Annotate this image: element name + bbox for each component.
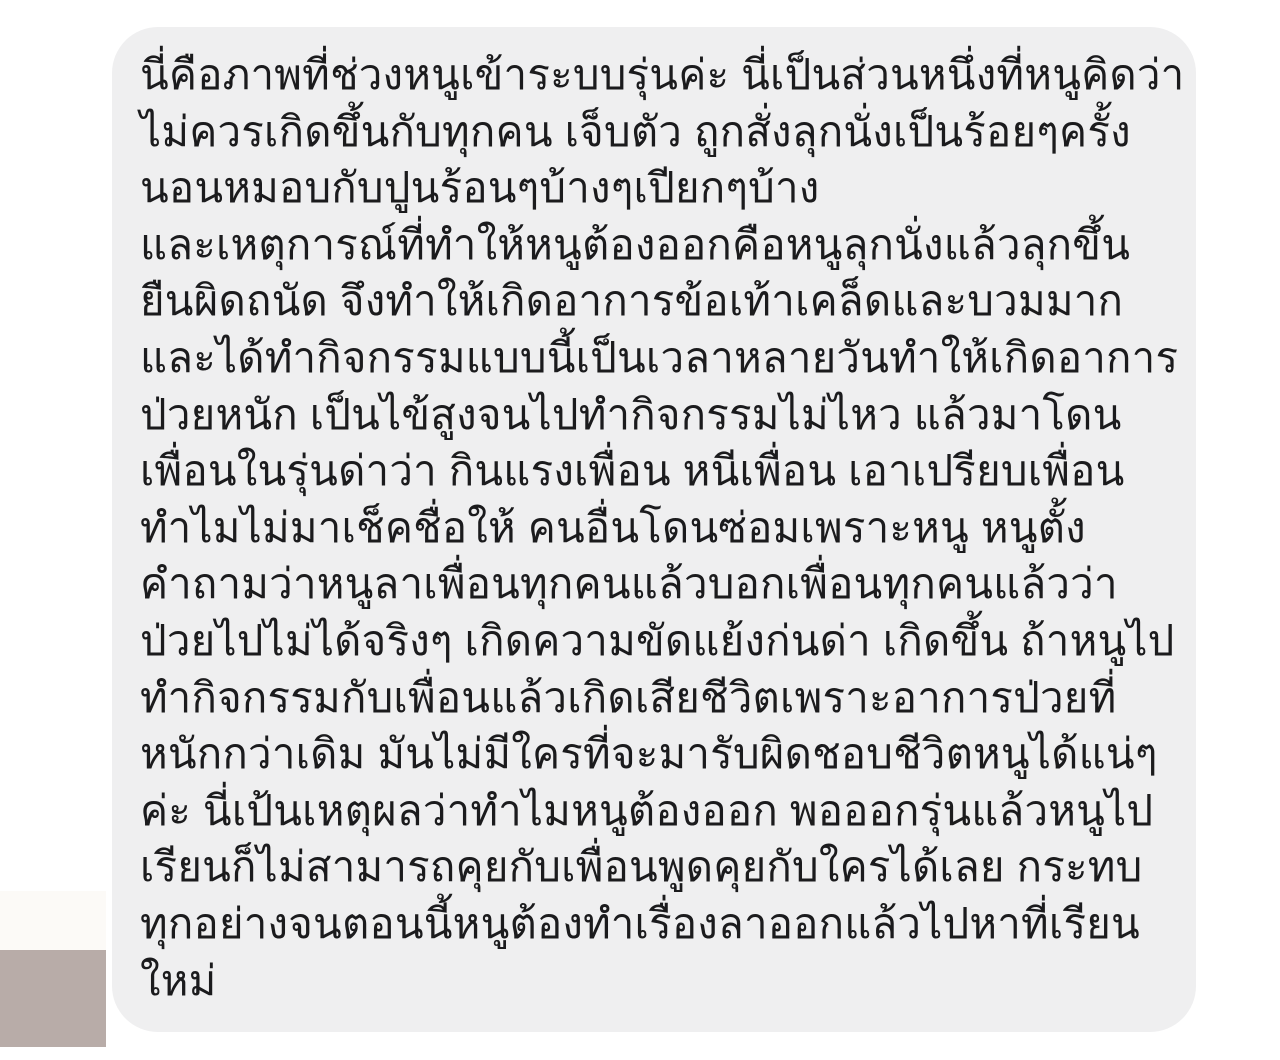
chat-message-bubble [112,27,1196,1032]
message-line: ยืนผิดถนัด จึงทำให้เกิดอาการข้อเท้าเคล็ดและบวมมาก [140,277,1124,325]
message-line: และได้ทำกิจกรรมแบบนี้เป็นเวลาหลายวันทำให้เกิดอาการ [140,333,1179,381]
message-line: นี่คือภาพที่ช่วงหนูเข้าระบบรุ่นค่ะ นี่เป็นส่วนหนึ่งที่หนูคิดว่า [140,51,1185,98]
message-line: ทำไมไม่มาเช็คชื่อให้ คนอื่นโดนซ่อมเพราะหนู หนูตั้ง [140,503,1086,551]
message-line: นอนหมอบกับปูนร้อนๆบ้างๆเปียกๆบ้าง [140,164,820,212]
message-line: และเหตุการณ์ที่ทำให้หนูต้องออกคือหนูลุกนั่งแล้วลุกขึ้น [140,220,1131,268]
message-line: เรียนก็ไม่สามารถคุยกับเพื่อนพูดคุยกับใครได้เลย กระทบ [140,843,1143,891]
message-line: เพื่อนในรุ่นด่าว่า กินแรงเพื่อน หนีเพื่อน เอาเปรียบเพื่อน [140,447,1125,495]
message-line: ป่วยไปไม่ได้จริงๆ เกิดความขัดแย้งก่นด่า เกิดขึ้น ถ้าหนูไป [140,616,1175,664]
message-line: ป่วยหนัก เป็นไข้สูงจนไปทำกิจกรรมไม่ไหว แล้วมาโดน [140,390,1122,438]
message-line: ไม่ควรเกิดขึ้นกับทุกคน เจ็บตัว ถูกสั่งลุกนั่งเป็นร้อยๆครั้ง [140,107,1131,155]
message-line: ใหม่ [140,956,217,1004]
message-text [140,47,1185,1009]
message-line: ทำกิจกรรมกับเพื่อนแล้วเกิดเสียชีวิตเพราะอาการป่วยที่ [140,673,1117,721]
message-line: ค่ะ นี่เป้นเหตุผลว่าทำไมหนูต้องออก พอออกรุ่นแล้วหนูไป [140,786,1154,834]
message-line: คำถามว่าหนูลาเพื่อนทุกคนแล้วบอกเพื่อนทุกคนแล้วว่า [140,560,1118,608]
message-line: ทุกอย่างจนตอนนี้หนูต้องทำเรื่องลาออกแล้วไปหาที่เรียน [140,899,1140,947]
cream-color-block [0,891,106,950]
tan-color-block [0,950,106,1047]
message-line: หนักกว่าเดิม มันไม่มีใครที่จะมารับผิดชอบชีวิตหนูได้แน่ๆ [140,730,1158,778]
